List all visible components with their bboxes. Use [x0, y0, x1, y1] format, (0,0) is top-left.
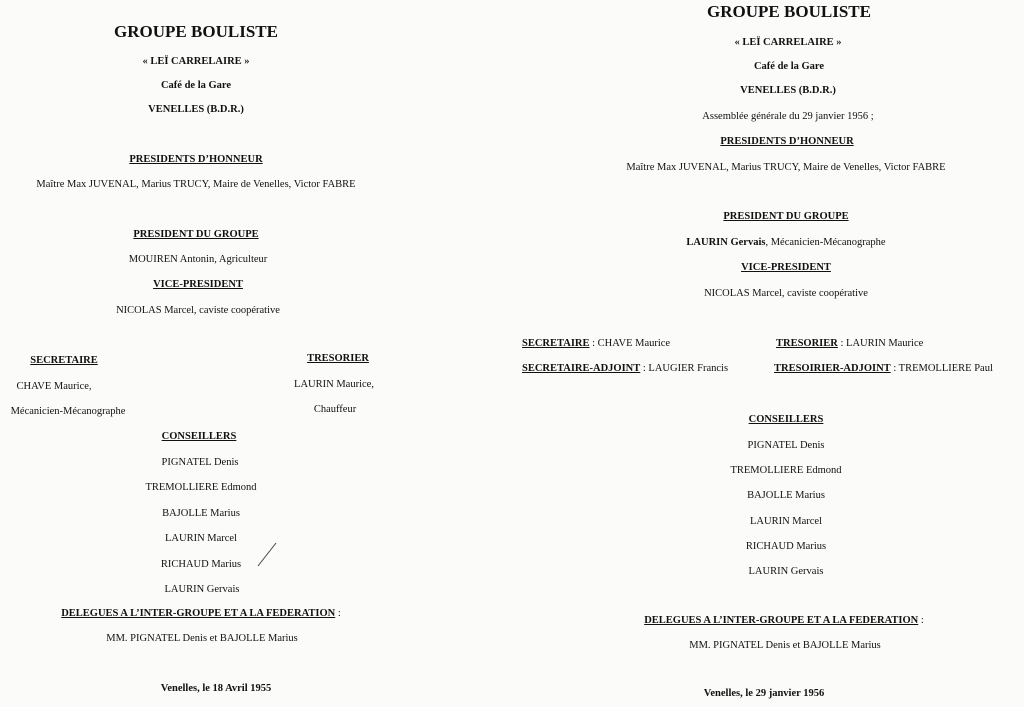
right-tresorier-label: TRESORIER [776, 338, 838, 349]
left-vice: NICOLAS Marcel, caviste coopérative [116, 305, 280, 316]
left-vice-heading: VICE-PRESIDENT [153, 279, 243, 290]
left-presidents-honneur-heading: PRESIDENTS D’HONNEUR [129, 154, 263, 165]
left-conseiller: LAURIN Marcel [164, 533, 238, 544]
right-secretaire-label: SECRETAIRE [522, 338, 590, 349]
right-tresorier-adjoint-value: : TREMOLLIERE Paul [890, 363, 993, 374]
left-cafe: Café de la Gare [160, 80, 232, 91]
right-document-page [512, 0, 1024, 707]
right-club-name: « LEÏ CARRELAIRE » [734, 37, 842, 48]
left-conseillers-heading: CONSEILLERS [161, 431, 237, 442]
left-delegues: MM. PIGNATEL Denis et BAJOLLE Marius [106, 633, 298, 644]
right-president-line [686, 236, 885, 249]
right-title: GROUPE BOULISTE [707, 2, 871, 21]
right-secretaire-adjoint-value: : LAUGIER Francis [640, 363, 729, 374]
left-conseiller: RICHAUD Marius [160, 559, 242, 570]
right-delegues-line [644, 614, 924, 627]
right-conseiller: LAURIN Marcel [749, 516, 823, 527]
right-tresorier-value: : LAURIN Maurice [837, 338, 924, 349]
right-assembly: Assemblée générale du 29 janvier 1956 ; [702, 111, 874, 122]
right-date: Venelles, le 29 janvier 1956 [703, 688, 825, 699]
left-date: Venelles, le 18 Avril 1955 [160, 683, 272, 694]
right-conseiller: RICHAUD Marius [745, 541, 827, 552]
right-president-heading: PRESIDENT DU GROUPE [723, 211, 849, 222]
right-vice: NICOLAS Marcel, caviste coopérative [704, 288, 868, 299]
left-tresorier-job: Chauffeur [313, 404, 357, 415]
pen-stroke-mark [255, 540, 279, 570]
left-conseiller: PIGNATEL Denis [161, 457, 239, 468]
right-vice-heading: VICE-PRESIDENT [741, 262, 831, 273]
left-club-name: « LEÏ CARRELAIRE » [142, 56, 250, 67]
right-secretaire-value: : CHAVE Maurice [589, 338, 671, 349]
left-conseiller: BAJOLLE Marius [162, 508, 240, 519]
left-conseiller: TREMOLLIERE Edmond [145, 482, 257, 493]
left-presidents-honneur: Maître Max JUVENAL, Marius TRUCY, Maire de Venelles, Victor FABRE [36, 179, 356, 190]
left-delegues-line [61, 607, 341, 620]
right-president-job: , Mécanicien-Mécanographe [765, 237, 886, 248]
right-presidents-honneur: Maître Max JUVENAL, Marius TRUCY, Maire de Venelles, Victor FABRE [626, 162, 946, 173]
left-title: GROUPE BOULISTE [114, 22, 278, 41]
right-secretaire-adjoint-line [522, 362, 728, 375]
right-conseillers-heading: CONSEILLERS [748, 414, 824, 425]
left-secretaire-name: CHAVE Maurice, [16, 381, 92, 392]
left-conseiller: LAURIN Gervais [164, 584, 240, 595]
left-delegues-heading: DELEGUES A L’INTER-GROUPE ET A LA FEDERATION [61, 608, 336, 619]
right-delegues: MM. PIGNATEL Denis et BAJOLLE Marius [689, 640, 881, 651]
left-president: MOUIREN Antonin, Agriculteur [128, 254, 268, 265]
right-delegues-heading: DELEGUES A L’INTER-GROUPE ET A LA FEDERATION [644, 615, 919, 626]
right-secretaire-line [522, 337, 670, 350]
left-secretaire-job: Mécanicien-Mécanographe [10, 406, 126, 417]
right-tresorier-adjoint-label: TRESOIRIER-ADJOINT [774, 363, 891, 374]
right-conseiller: LAURIN Gervais [748, 566, 824, 577]
left-secretaire-heading: SECRETAIRE [30, 355, 98, 366]
right-tresorier-adjoint-line [774, 362, 993, 375]
left-town: VENELLES (B.D.R.) [148, 104, 244, 115]
left-tresorier-name: LAURIN Maurice, [294, 379, 374, 390]
right-conseiller: BAJOLLE Marius [747, 490, 825, 501]
right-conseiller: TREMOLLIERE Edmond [730, 465, 842, 476]
right-conseiller: PIGNATEL Denis [747, 440, 825, 451]
right-delegues-colon: : [918, 615, 924, 626]
left-delegues-colon: : [335, 608, 341, 619]
left-president-heading: PRESIDENT DU GROUPE [133, 229, 259, 240]
right-president-name: LAURIN Gervais [686, 237, 766, 248]
right-cafe: Café de la Gare [753, 61, 825, 72]
right-tresorier-line [776, 337, 923, 350]
left-tresorier-heading: TRESORIER [307, 353, 369, 364]
right-presidents-honneur-heading: PRESIDENTS D’HONNEUR [720, 136, 854, 147]
right-secretaire-adjoint-label: SECRETAIRE-ADJOINT [522, 363, 641, 374]
right-town: VENELLES (B.D.R.) [740, 85, 836, 96]
